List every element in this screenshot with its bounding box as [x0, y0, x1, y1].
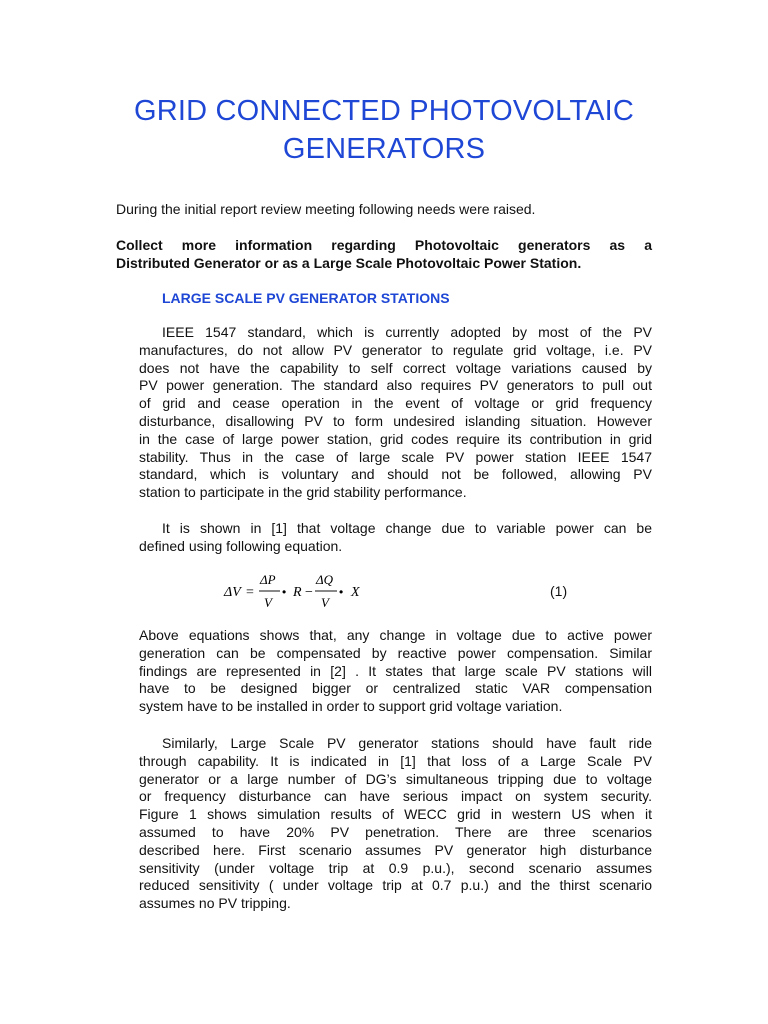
intro-text: During the initial report review meeting following needs were raised. [116, 201, 536, 217]
equation-bullet: • [282, 585, 287, 599]
title-line: GRID CONNECTED PHOTOVOLTAIC [133, 95, 635, 127]
paragraph-line: in the case of large power station, grid codes require its contribution in grid [139, 430, 652, 447]
paragraph-line: assumed to have 20% PV penetration. There are three scenarios [139, 823, 652, 840]
request-statement [116, 236, 652, 272]
paragraph-line: standard, which is voluntary and should not be followed, allowing PV [139, 466, 652, 483]
title-line: GENERATORS [282, 133, 486, 165]
equation-minus: − [305, 585, 313, 600]
paragraph-line: assumes no PV tripping. [139, 895, 291, 912]
paragraph-line: manufactures, do not allow PV generator to regulate grid voltage, i.e. PV [139, 341, 652, 358]
paragraph-line: generation can be compensated by reactive power compensation. Similar [139, 644, 652, 661]
paragraph-ieee-1547 [139, 324, 652, 502]
paragraph-voltage-change [139, 520, 652, 556]
request-line: Collect more information regarding Photovoltaic generators as a [116, 237, 652, 253]
paragraph-line: Above equations shows that, any change in voltage due to active power [139, 627, 652, 643]
paragraph-line: Similarly, Large Scale PV generator stations should have fault ride [162, 735, 652, 751]
paragraph-line: have to be designed bigger or centralized static VAR compensation [139, 680, 652, 697]
equation-equals: = [246, 585, 254, 600]
equation-frac1-numerator: ΔP [260, 572, 276, 587]
equation-number: (1) [550, 583, 568, 599]
request-line: Distributed Generator or as a Large Scale Photovoltaic Power Station. [116, 255, 582, 271]
equation-r: R [293, 585, 302, 600]
paragraph-line: system have to be installed in order to support grid voltage variation. [139, 698, 563, 715]
paragraph-line: sensitivity (under voltage trip at 0.9 p.u.), second scenario assumes [139, 859, 652, 876]
paragraph-line: It is shown in [1] that voltage change due to variable power can be [162, 520, 652, 536]
paragraph-line: station to participate in the grid stability performance. [139, 484, 467, 501]
paragraph-line: through capability. It is indicated in [1] that loss of a Large Scale PV [139, 752, 652, 769]
paragraph-line: disturbance, disallowing PV to form undesired islanding situation. However [139, 412, 652, 429]
paragraph-line: or frequency disturbance can have serious impact on system security. [139, 788, 652, 805]
paragraph-line: findings are represented in [2] . It states that large scale PV stations will [139, 662, 652, 679]
paragraph-line: reduced sensitivity ( under voltage trip at 0.7 p.u.) and the thirst scenario [139, 877, 652, 894]
document-title [60, 92, 708, 168]
paragraph-compensation [139, 627, 652, 716]
paragraph-line: generator or a large number of DG’s simultaneous tripping due to voltage [139, 770, 652, 787]
equation-bullet: • [339, 585, 344, 599]
equation-x: X [351, 585, 360, 600]
paragraph-line: stability. Thus in the case of large scale PV power station IEEE 1547 [139, 448, 652, 465]
paragraph-line: described here. First scenario assumes PV generator high disturbance [139, 841, 652, 858]
paragraph-line: IEEE 1547 standard, which is currently adopted by most of the PV [162, 324, 652, 340]
equation-frac1-denominator: V [264, 595, 272, 610]
voltage-change-equation [222, 570, 382, 612]
section-heading: LARGE SCALE PV GENERATOR STATIONS [162, 290, 450, 306]
equation-lhs: ΔV [224, 585, 241, 600]
equation-frac2-denominator: V [321, 595, 329, 610]
paragraph-line: of grid and cease operation in the event of voltage or grid frequency [139, 395, 652, 412]
paragraph-line: does not have the capability to self correct voltage variations caused by [139, 359, 652, 376]
equation-frac2-numerator: ΔQ [316, 572, 334, 587]
paragraph-line: Figure 1 shows simulation results of WECC grid in western US when it [139, 806, 652, 823]
paragraph-line: PV power generation. The standard also requires PV generators to pull out [139, 377, 652, 394]
paragraph-line: defined using following equation. [139, 537, 343, 554]
paragraph-fault-ride-through [139, 735, 652, 913]
